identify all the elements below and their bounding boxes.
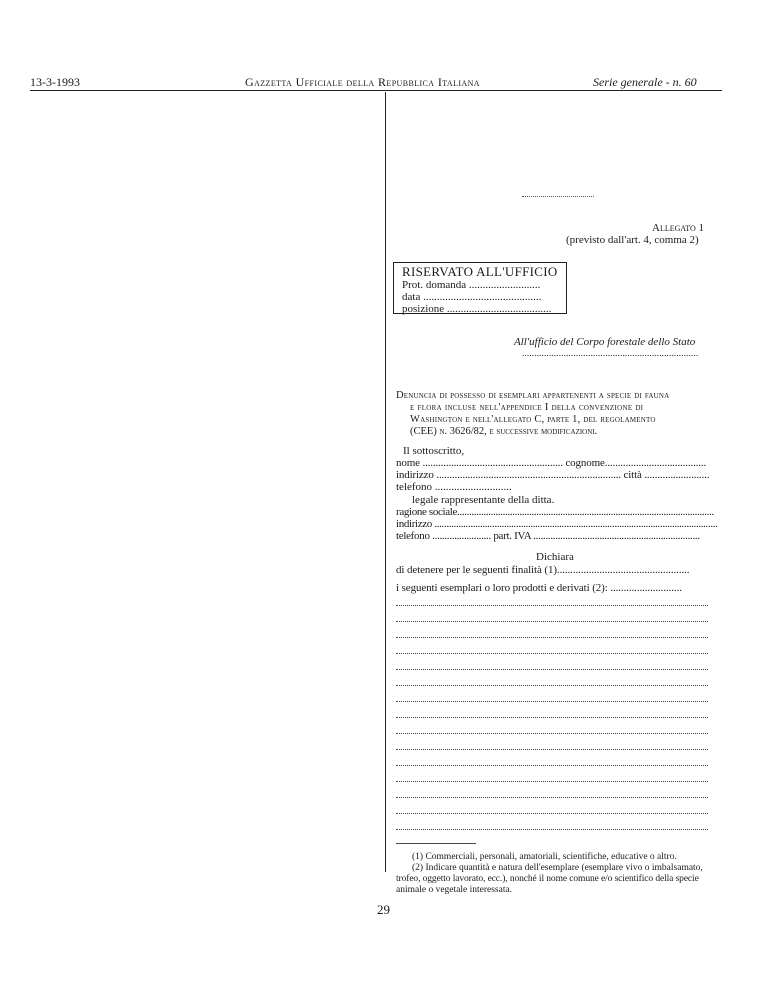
dichiara-esemplari: i seguenti esemplari o loro prodotti e derivati (2): ........................... xyxy=(396,582,682,594)
blank-line xyxy=(396,685,708,686)
blank-line xyxy=(396,781,708,782)
dichiara-finalita: di detenere per le seguenti finalità (1).................................................. xyxy=(396,564,690,576)
blank-line xyxy=(396,749,708,750)
heading-line-4: (CEE) n. 3626/82, e successive modificazioni. xyxy=(410,426,598,437)
page-number: 29 xyxy=(377,902,390,917)
allegato-label: Allegato 1 xyxy=(652,222,705,234)
blank-line xyxy=(396,637,708,638)
header-series: Serie generale - n. 60 xyxy=(593,75,697,89)
office-box-data: data ........................................... xyxy=(402,291,542,303)
header-rule xyxy=(30,90,722,91)
blank-line xyxy=(396,621,708,622)
footnote-2-line-3: animale o vegetale interessata. xyxy=(396,885,513,895)
form-ragione-sociale: ragione sociale........................................................................................................... xyxy=(396,506,714,518)
heading-line-2: e flora incluse nell'appendice I della convenzione di xyxy=(410,402,644,413)
form-indirizzo-citta: indirizzo ....................................................................... città ......................... xyxy=(396,469,710,481)
office-reserved-box xyxy=(393,262,567,314)
form-telefono: telefono ............................ xyxy=(396,481,512,493)
blank-line xyxy=(396,733,708,734)
addressee-line: All'ufficio del Corpo forestale dello Stato xyxy=(514,336,696,348)
form-legale-rappresentante: legale rappresentante della ditta. xyxy=(412,494,555,506)
footnote-2-line-1: (2) Indicare quantità e natura dell'esemplare (esemplare vivo o imbalsamato, xyxy=(412,863,703,873)
form-telefono-piva: telefono ........................ part. IVA .................................................................... xyxy=(396,530,700,542)
blank-line xyxy=(396,829,708,830)
form-sottoscritto: Il sottoscritto, xyxy=(403,445,465,457)
blank-line xyxy=(396,813,708,814)
heading-line-3: Washington e nell'allegato C, parte 1, del regolamento xyxy=(410,414,656,425)
office-box-title: RISERVATO ALL'UFFICIO xyxy=(402,264,558,279)
footnote-rule xyxy=(396,843,476,844)
allegato-note: (previsto dall'art. 4, comma 2) xyxy=(566,234,699,246)
short-dotted-rule xyxy=(522,196,594,197)
form-nome-cognome: nome ...................................................... cognome....................................... xyxy=(396,457,707,469)
blank-line xyxy=(396,765,708,766)
blank-line xyxy=(396,605,708,606)
blank-line xyxy=(396,717,708,718)
blank-line xyxy=(396,797,708,798)
addressee-dotted: ........................................................................ xyxy=(522,348,699,358)
office-box-posizione: posizione ...................................... xyxy=(402,303,552,315)
blank-line xyxy=(396,701,708,702)
dichiara-title: Dichiara xyxy=(536,551,574,563)
header-date: 13-3-1993 xyxy=(30,75,80,89)
office-box-prot: Prot. domanda .......................... xyxy=(402,279,541,291)
blank-line xyxy=(396,653,708,654)
form-indirizzo-ditta: indirizzo ...................................................................................................................... xyxy=(396,518,718,530)
header-title: Gazzetta Ufficiale della Repubblica Italiana xyxy=(245,75,480,89)
heading-line-1: Denuncia di possesso di esemplari appartenenti a specie di fauna xyxy=(396,390,670,401)
footnote-2-line-2: trofeo, oggetto lavorato, ecc.), nonché il nome comune e/o scientifico della specie xyxy=(396,874,699,884)
blank-line xyxy=(396,669,708,670)
footnote-1: (1) Commerciali, personali, amatoriali, scientifiche, educative o altro. xyxy=(412,852,677,862)
column-divider xyxy=(385,92,386,872)
